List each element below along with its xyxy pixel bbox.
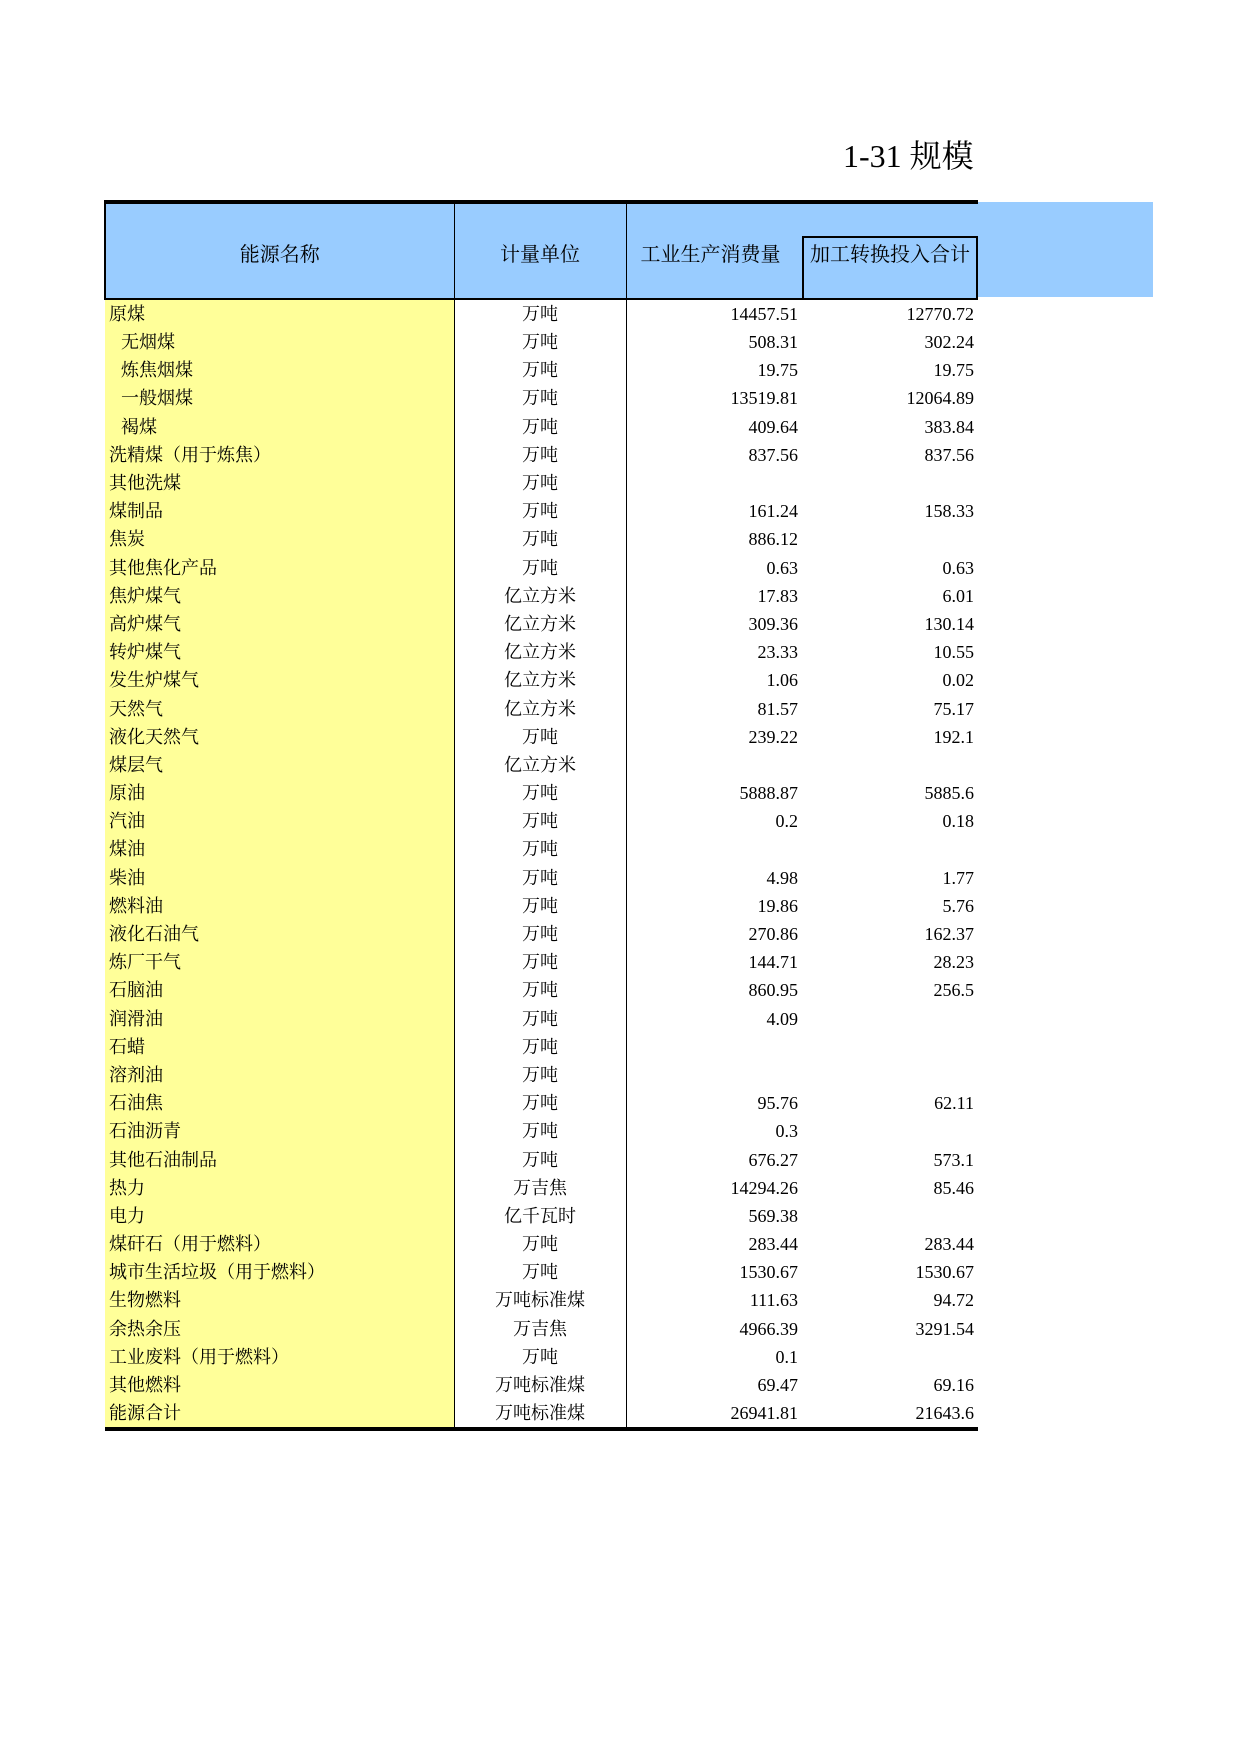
consumption-cell: 676.27 <box>748 1149 798 1170</box>
page-title: 1-31 规模 <box>843 138 974 174</box>
consumption-cell: 0.3 <box>775 1121 798 1142</box>
processing-cell <box>802 751 978 779</box>
unit-cell: 万吨 <box>454 1343 626 1371</box>
consumption-cell: 309.36 <box>748 613 798 634</box>
unit-cell: 万吨 <box>454 948 626 976</box>
unit-cell: 万吨标准煤 <box>454 1371 626 1399</box>
processing-cell: 383.84 <box>924 416 974 437</box>
table-row <box>105 1399 978 1429</box>
consumption-cell: 4.98 <box>766 867 798 888</box>
table-row <box>105 1371 978 1399</box>
processing-cell <box>802 1061 978 1089</box>
processing-cell: 85.46 <box>933 1177 974 1198</box>
consumption-cell: 19.86 <box>757 895 798 916</box>
energy-name-cell: 石油焦 <box>105 1089 454 1117</box>
table-row <box>105 976 978 1004</box>
processing-cell: 21643.6 <box>802 1399 978 1429</box>
energy-name-cell: 石蜡 <box>105 1033 454 1061</box>
unit-cell: 万吨标准煤 <box>454 1399 626 1429</box>
energy-name-cell: 工业废料（用于燃料） <box>105 1343 454 1371</box>
unit-cell: 万吨 <box>454 328 626 356</box>
processing-cell: 573.1 <box>933 1149 974 1170</box>
energy-name-cell: 煤层气 <box>105 751 454 779</box>
energy-name-cell: 煤制品 <box>105 497 454 525</box>
unit-cell: 亿立方米 <box>454 694 626 722</box>
unit-cell: 万吨 <box>454 384 626 412</box>
table-row <box>105 638 978 666</box>
processing-cell <box>802 1343 978 1371</box>
processing-cell: 94.72 <box>933 1290 974 1311</box>
processing-cell: 12064.89 <box>906 388 974 409</box>
consumption-cell <box>626 1033 802 1061</box>
consumption-cell: 569.38 <box>748 1205 798 1226</box>
consumption-cell: 0.2 <box>775 811 798 832</box>
processing-cell: 5.76 <box>942 895 974 916</box>
energy-name-cell: 电力 <box>105 1202 454 1230</box>
energy-name-cell: 石油沥青 <box>105 1117 454 1145</box>
energy-name-cell: 转炉煤气 <box>105 638 454 666</box>
unit-cell: 亿立方米 <box>454 751 626 779</box>
processing-cell <box>802 1202 978 1230</box>
column-header-consumption-label: 工业生产消费量 <box>640 244 781 266</box>
table-row <box>105 948 978 976</box>
unit-cell: 万吨 <box>454 920 626 948</box>
table-row <box>105 525 978 553</box>
table-row <box>105 1343 978 1371</box>
table-row <box>105 1174 978 1202</box>
energy-name-cell: 煤油 <box>105 835 454 863</box>
table-row <box>105 356 978 384</box>
processing-cell: 6.01 <box>942 585 974 606</box>
unit-cell: 万吨 <box>454 1061 626 1089</box>
processing-cell: 192.1 <box>933 726 974 747</box>
energy-name-cell: 其他焦化产品 <box>105 554 454 582</box>
energy-name-cell: 热力 <box>105 1174 454 1202</box>
processing-cell: 162.37 <box>924 924 974 945</box>
consumption-cell: 26941.81 <box>626 1399 802 1429</box>
consumption-cell: 270.86 <box>748 924 798 945</box>
processing-cell: 1.77 <box>942 867 974 888</box>
table-row <box>105 1117 978 1145</box>
consumption-cell: 0.63 <box>766 557 798 578</box>
table-row <box>105 1089 978 1117</box>
consumption-cell: 13519.81 <box>730 388 798 409</box>
energy-name-cell: 天然气 <box>105 694 454 722</box>
table-row <box>105 807 978 835</box>
energy-name-cell: 城市生活垃圾（用于燃料） <box>105 1258 454 1286</box>
unit-cell: 亿立方米 <box>454 666 626 694</box>
processing-cell: 837.56 <box>924 444 974 465</box>
consumption-cell: 144.71 <box>748 952 798 973</box>
consumption-cell: 161.24 <box>748 501 798 522</box>
consumption-cell: 0.1 <box>775 1346 798 1367</box>
processing-cell <box>802 525 978 553</box>
consumption-cell <box>626 835 802 863</box>
consumption-cell: 508.31 <box>748 332 798 353</box>
consumption-cell: 886.12 <box>748 529 798 550</box>
table-row <box>105 835 978 863</box>
energy-name-cell: 焦炭 <box>105 525 454 553</box>
column-header-consumption <box>626 202 802 299</box>
consumption-cell: 17.83 <box>757 585 798 606</box>
energy-name-cell: 润滑油 <box>105 1005 454 1033</box>
unit-cell: 万吨 <box>454 1117 626 1145</box>
unit-cell: 万吨 <box>454 554 626 582</box>
processing-cell: 69.16 <box>933 1375 974 1396</box>
unit-cell: 万吨 <box>454 1033 626 1061</box>
processing-cell: 0.02 <box>942 670 974 691</box>
unit-cell: 万吨 <box>454 525 626 553</box>
column-header-unit <box>454 202 626 299</box>
energy-name-cell: 炼焦烟煤 <box>105 356 454 384</box>
consumption-cell: 19.75 <box>757 360 798 381</box>
energy-name-cell: 其他洗煤 <box>105 469 454 497</box>
consumption-cell: 111.63 <box>749 1290 798 1311</box>
table-row <box>105 554 978 582</box>
consumption-cell: 239.22 <box>748 726 798 747</box>
energy-name-cell: 能源合计 <box>105 1399 454 1429</box>
energy-name-cell: 柴油 <box>105 864 454 892</box>
consumption-cell: 1530.67 <box>739 1262 798 1283</box>
consumption-cell: 283.44 <box>748 1234 798 1255</box>
table-row <box>105 1005 978 1033</box>
table-row <box>105 1286 978 1314</box>
unit-cell: 万吨 <box>454 779 626 807</box>
unit-cell: 亿立方米 <box>454 638 626 666</box>
processing-cell: 256.5 <box>933 980 974 1001</box>
energy-name-cell: 其他石油制品 <box>105 1145 454 1173</box>
table-row <box>105 1258 978 1286</box>
energy-name-cell: 生物燃料 <box>105 1286 454 1314</box>
unit-cell: 万吨 <box>454 356 626 384</box>
unit-cell: 万吨 <box>454 807 626 835</box>
unit-cell: 万吨 <box>454 1005 626 1033</box>
energy-name-cell: 高炉煤气 <box>105 610 454 638</box>
table-row <box>105 1315 978 1343</box>
energy-name-cell: 余热余压 <box>105 1315 454 1343</box>
energy-name-cell: 燃料油 <box>105 892 454 920</box>
energy-name-cell: 液化天然气 <box>105 723 454 751</box>
consumption-cell: 23.33 <box>757 642 798 663</box>
processing-cell: 62.11 <box>934 1093 974 1114</box>
table-row <box>105 723 978 751</box>
consumption-cell: 4966.39 <box>739 1318 798 1339</box>
energy-name-cell: 一般烟煤 <box>105 384 454 412</box>
consumption-cell <box>626 751 802 779</box>
unit-cell: 万吨 <box>454 1258 626 1286</box>
energy-table <box>104 200 978 1431</box>
table-header-row <box>105 202 978 299</box>
processing-cell: 283.44 <box>924 1234 974 1255</box>
unit-cell: 万吨 <box>454 892 626 920</box>
processing-cell: 75.17 <box>933 698 974 719</box>
consumption-cell: 860.95 <box>748 980 798 1001</box>
column-header-processing <box>802 202 978 299</box>
table-row <box>105 1033 978 1061</box>
table-row <box>105 1145 978 1173</box>
consumption-cell: 69.47 <box>757 1375 798 1396</box>
table-row <box>105 920 978 948</box>
column-header-energy-name-label: 能源名称 <box>239 244 320 266</box>
unit-cell: 万吨 <box>454 835 626 863</box>
table-row <box>105 892 978 920</box>
table-row <box>105 497 978 525</box>
table-row <box>105 328 978 356</box>
energy-name-cell: 溶剂油 <box>105 1061 454 1089</box>
consumption-cell: 4.09 <box>766 1008 798 1029</box>
table-row <box>105 299 978 328</box>
processing-cell: 12770.72 <box>906 304 974 324</box>
energy-name-cell: 褐煤 <box>105 413 454 441</box>
energy-name-cell: 发生炉煤气 <box>105 666 454 694</box>
processing-cell <box>802 469 978 497</box>
unit-cell: 万吉焦 <box>454 1315 626 1343</box>
table-row <box>105 582 978 610</box>
unit-cell: 万吨 <box>454 441 626 469</box>
table-row <box>105 864 978 892</box>
energy-name-cell: 原煤 <box>105 299 454 328</box>
column-header-energy-name <box>105 202 454 299</box>
table-row <box>105 1202 978 1230</box>
energy-name-cell: 其他燃料 <box>105 1371 454 1399</box>
consumption-cell: 837.56 <box>748 444 798 465</box>
unit-cell: 万吨 <box>454 864 626 892</box>
unit-cell: 亿立方米 <box>454 582 626 610</box>
consumption-cell <box>626 1061 802 1089</box>
unit-cell: 万吨 <box>454 723 626 751</box>
table-row <box>105 779 978 807</box>
table-row <box>105 1061 978 1089</box>
processing-cell: 158.33 <box>924 501 974 522</box>
unit-cell: 亿千瓦时 <box>454 1202 626 1230</box>
table-row <box>105 441 978 469</box>
table-row <box>105 694 978 722</box>
unit-cell: 万吨 <box>454 1089 626 1117</box>
energy-name-cell: 液化石油气 <box>105 920 454 948</box>
processing-cell: 130.14 <box>924 613 974 634</box>
consumption-cell: 409.64 <box>748 416 798 437</box>
unit-cell: 万吨标准煤 <box>454 1286 626 1314</box>
processing-cell: 10.55 <box>933 642 974 663</box>
table-body <box>105 299 978 1429</box>
processing-cell: 5885.6 <box>924 783 974 804</box>
header-band-extension <box>977 202 1153 297</box>
table-row <box>105 1230 978 1258</box>
energy-name-cell: 焦炉煤气 <box>105 582 454 610</box>
energy-name-cell: 炼厂干气 <box>105 948 454 976</box>
table-row <box>105 751 978 779</box>
energy-name-cell: 洗精煤（用于炼焦） <box>105 441 454 469</box>
unit-cell: 万吨 <box>454 469 626 497</box>
processing-cell: 3291.54 <box>915 1318 974 1339</box>
table-row <box>105 413 978 441</box>
processing-cell: 1530.67 <box>915 1262 974 1283</box>
unit-cell: 万吨 <box>454 1230 626 1258</box>
table-row <box>105 469 978 497</box>
consumption-cell: 14294.26 <box>730 1177 798 1198</box>
table-row <box>105 610 978 638</box>
processing-cell: 302.24 <box>924 332 974 353</box>
processing-cell: 28.23 <box>933 952 974 973</box>
processing-cell: 0.18 <box>942 811 974 832</box>
consumption-cell: 81.57 <box>757 698 798 719</box>
consumption-cell: 1.06 <box>766 670 798 691</box>
unit-cell: 万吉焦 <box>454 1174 626 1202</box>
column-header-processing-label: 加工转换投入合计 <box>802 236 978 298</box>
energy-table-container <box>104 200 977 1431</box>
unit-cell: 万吨 <box>454 497 626 525</box>
consumption-cell: 95.76 <box>757 1093 798 1114</box>
table-row <box>105 384 978 412</box>
processing-cell <box>802 1117 978 1145</box>
column-header-unit-label: 计量单位 <box>500 244 580 266</box>
energy-name-cell: 煤矸石（用于燃料） <box>105 1230 454 1258</box>
unit-cell: 亿立方米 <box>454 610 626 638</box>
unit-cell: 万吨 <box>454 1145 626 1173</box>
energy-name-cell: 石脑油 <box>105 976 454 1004</box>
unit-cell: 万吨 <box>454 413 626 441</box>
energy-name-cell: 无烟煤 <box>105 328 454 356</box>
consumption-cell: 14457.51 <box>730 304 798 324</box>
energy-name-cell: 汽油 <box>105 807 454 835</box>
processing-cell <box>802 835 978 863</box>
processing-cell: 19.75 <box>933 360 974 381</box>
energy-name-cell: 原油 <box>105 779 454 807</box>
processing-cell <box>802 1005 978 1033</box>
processing-cell <box>802 1033 978 1061</box>
consumption-cell: 5888.87 <box>739 783 798 804</box>
consumption-cell <box>626 469 802 497</box>
table-row <box>105 666 978 694</box>
unit-cell: 万吨 <box>454 976 626 1004</box>
processing-cell: 0.63 <box>942 557 974 578</box>
unit-cell: 万吨 <box>454 299 626 328</box>
